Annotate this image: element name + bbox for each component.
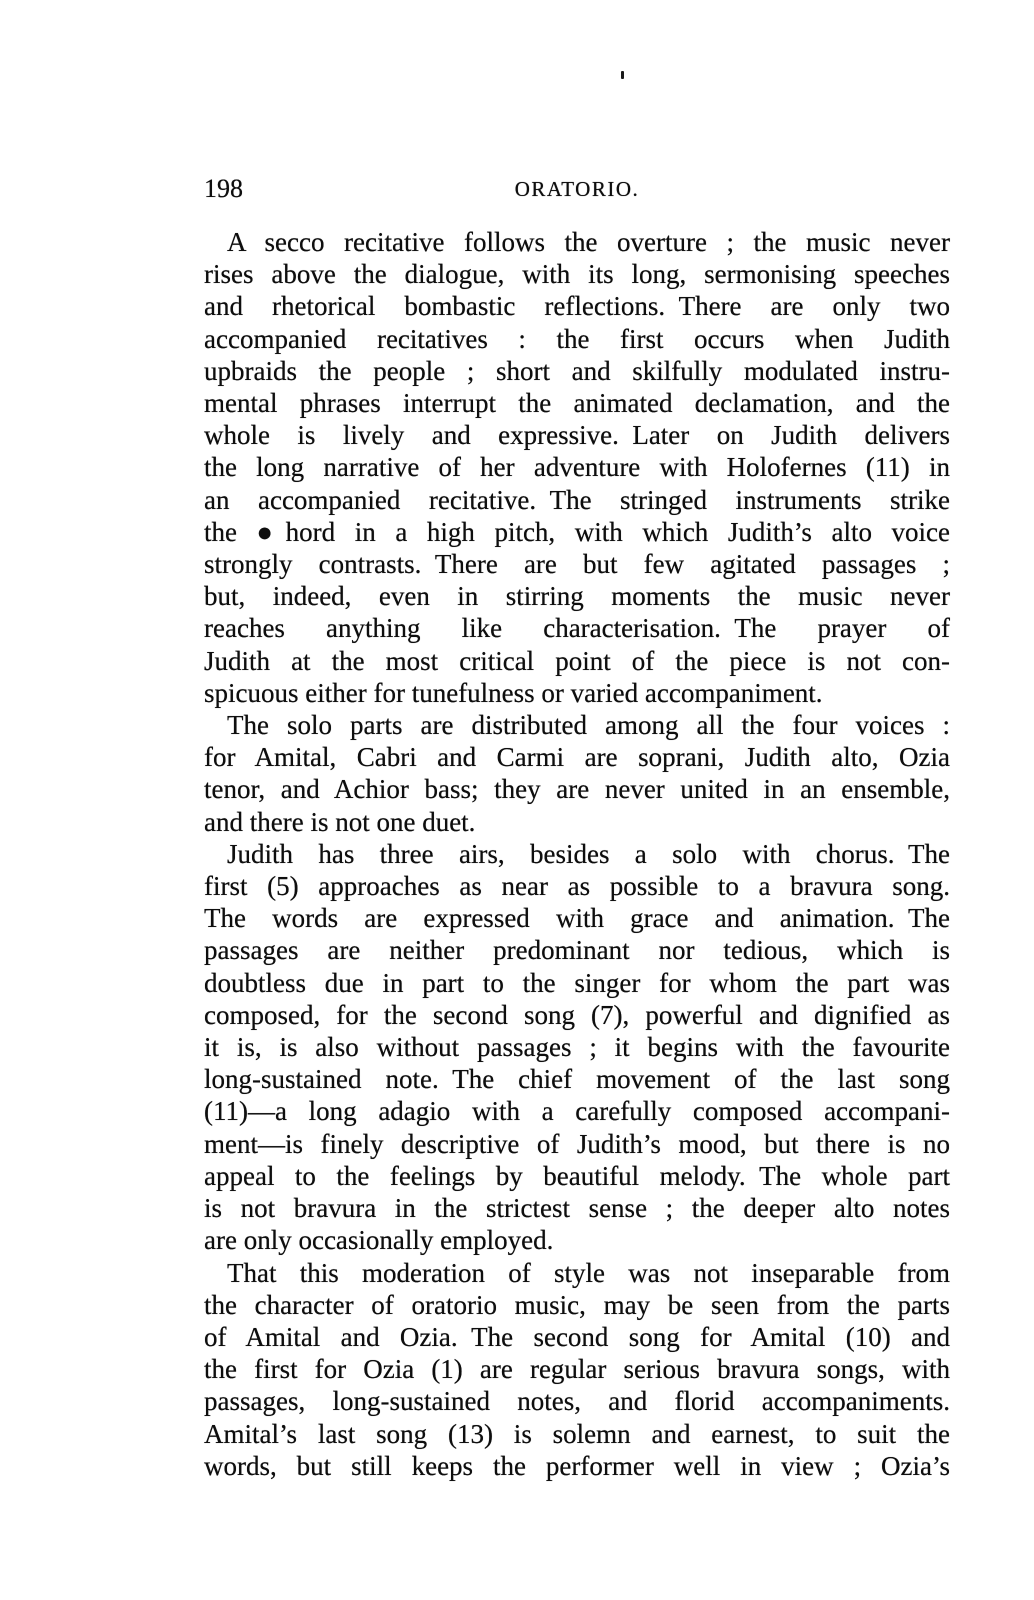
page-number: 198 — [204, 174, 243, 203]
text-line: A secco recitative follows the overture ; the music never — [227, 227, 950, 257]
text-line: whole is lively and expressive. Later on Judith delivers — [204, 420, 950, 451]
text-line: the ●hord in a high pitch, with which Judith’s alto voice — [204, 516, 950, 547]
text-line: upbraids the people ; short and skilfully modulated instru- — [204, 355, 950, 386]
text-line: and there is not one duet. — [204, 806, 476, 837]
text-line: Judith has three airs, besides a solo with chorus. The — [227, 838, 950, 869]
text-line: for Amital, Cabri and Carmi are soprani, Judith alto, Ozia — [204, 742, 950, 773]
text-line: it is, is also without passages ; it begins with the favourite — [204, 1032, 950, 1063]
text-line: accompanied recitatives : the first occurs when Judith — [204, 323, 950, 354]
text-line: doubtless due in part to the singer for whom the part was — [204, 967, 950, 998]
text-line: tenor, and Achior bass; they are never united in an ensemble, — [204, 774, 950, 805]
text-line: (11)—a long adagio with a carefully composed accompani- — [204, 1096, 950, 1127]
text-line: Amital’s last song (13) is solemn and earnest, to suit the — [204, 1418, 950, 1449]
text-line: spicuous either for tunefulness or varied accompaniment. — [204, 677, 823, 708]
text-line: The words are expressed with grace and animation. The — [204, 903, 950, 934]
text-line: That this moderation of style was not inseparable from — [227, 1257, 950, 1288]
text-line: but, indeed, even in stirring moments the music never — [204, 581, 950, 612]
text-line: an accompanied recitative. The stringed instruments strike — [204, 484, 950, 515]
running-title: ORATORIO. — [514, 177, 640, 201]
text-line: mental phrases interrupt the animated declamation, and the — [204, 388, 950, 419]
text-line: passages are neither predominant nor tedious, which is — [204, 935, 950, 966]
text-line: are only occasionally employed. — [204, 1225, 554, 1256]
text-line: Judith at the most critical point of the piece is not con- — [204, 645, 950, 676]
text-line: and rhetorical bombastic reflections. There are only two — [204, 291, 950, 322]
text-line: rises above the dialogue, with its long, sermonising speeches — [204, 259, 950, 290]
text-line: composed, for the second song (7), powerful and dignified as — [204, 999, 950, 1030]
page-text — [204, 226, 950, 1482]
text-line: first (5) approaches as near as possible to a bravura song. — [204, 871, 950, 902]
text-line: reaches anything like characterisation. The prayer of — [204, 613, 950, 644]
text-line: passages, long-sustained notes, and florid accompaniments. — [204, 1386, 950, 1417]
text-line: strongly contrasts. There are but few agitated passages ; — [204, 549, 950, 580]
text-line: of Amital and Ozia. The second song for Amital (10) and — [204, 1321, 950, 1352]
text-line: the character of oratorio music, may be seen from the parts — [204, 1289, 950, 1320]
text-line: The solo parts are distributed among all the four voices : — [227, 710, 950, 741]
text-line: words, but still keeps the performer well in view ; Ozia’s — [204, 1450, 950, 1481]
text-line: the first for Ozia (1) are regular serious bravura songs, with — [204, 1354, 950, 1385]
text-line: appeal to the feelings by beautiful melody. The whole part — [204, 1160, 950, 1191]
text-line: long-sustained note. The chief movement of the last song — [204, 1064, 950, 1095]
scan-artifact-mark — [621, 71, 624, 79]
page-header — [204, 176, 950, 204]
text-line: is not bravura in the strictest sense ; the deeper alto notes — [204, 1193, 950, 1224]
text-line: ment—is finely descriptive of Judith’s mood, but there is no — [204, 1128, 950, 1159]
text-line: the long narrative of her adventure with Holofernes (11) in — [204, 452, 950, 483]
